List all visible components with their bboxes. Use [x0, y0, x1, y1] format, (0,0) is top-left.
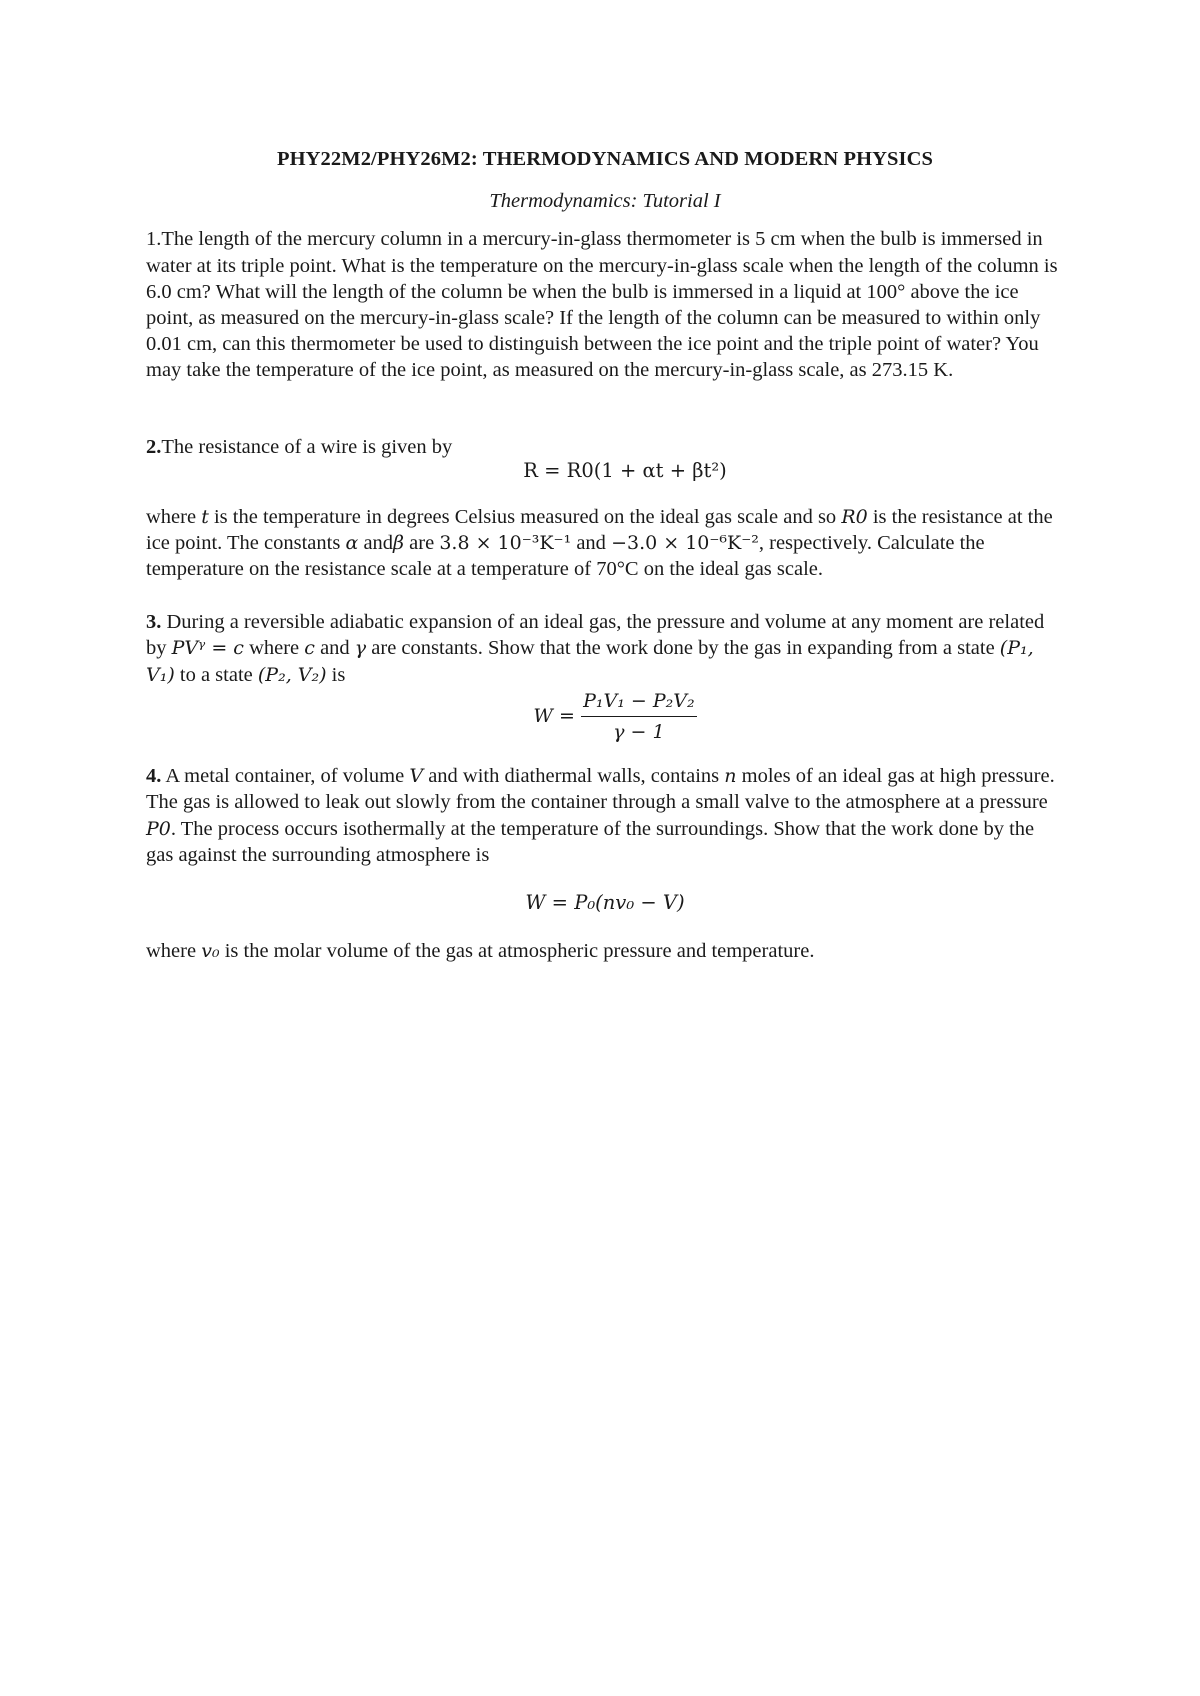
q2-beta-value: −3.0 × 10⁻⁶K⁻² — [611, 531, 759, 554]
q2-text-c: is the resistance at the ice point. The constants — [146, 505, 1053, 554]
work-eq-lhs: W = — [533, 704, 575, 727]
q2-alpha-value: 3.8 × 10⁻³K⁻¹ — [439, 531, 572, 554]
question-1-number: 1. — [146, 228, 162, 251]
q3-text-e: to a state — [179, 663, 253, 686]
q2-text-a: where — [146, 505, 197, 528]
q4-after-b: is the molar volume of the gas at atmospheric pressure and temperature. — [224, 940, 815, 963]
q3-relation: PVᵞ = c — [171, 637, 244, 660]
q2-text-b: is the temperature in degrees Celsius measured on the ideal gas scale and so — [213, 505, 837, 528]
course-title: PHY22M2/PHY26M2: THERMODYNAMICS AND MODERN PHYSICS — [276, 148, 934, 170]
question-2-intro-text: The resistance of a wire is given by — [161, 435, 453, 458]
q2-text-e: are — [409, 531, 435, 554]
q2-var-t: t — [201, 505, 209, 528]
q4-text-c: moles of an ideal gas at high pressure. The gas is allowed to leak out slowly from the container through a small valve to the atmosphere at a pressure — [146, 765, 1055, 814]
q3-state-2: (P₂, V₂) — [257, 663, 327, 686]
q2-var-alpha: α — [345, 531, 359, 554]
q2-var-r0: R0 — [841, 505, 868, 528]
q4-var-p0: P0 — [146, 817, 171, 840]
question-4-after — [146, 938, 1064, 964]
question-3 — [146, 609, 1064, 688]
question-2-number: 2. — [146, 435, 162, 458]
question-2-intro — [146, 434, 1064, 460]
q3-text-c: and — [320, 637, 350, 660]
q4-var-v: V — [409, 765, 424, 788]
work-equation-adiabatic — [146, 688, 1064, 745]
q3-text-f: is — [331, 663, 346, 686]
question-2-body — [146, 504, 1064, 583]
q2-text-d: and — [363, 531, 394, 554]
q2-var-beta: β — [393, 531, 405, 554]
q3-text-a: During a reversible adiabatic expansion of an ideal gas, the pressure and volume at any moment are related by — [146, 611, 1045, 660]
q3-text-b: where — [249, 637, 300, 660]
question-1 — [146, 226, 1064, 383]
question-1-text: The length of the mercury column in a mercury-in-glass thermometer is 5 cm when the bulb is immersed in water at its triple point. What is the temperature on the mercury-in-glass scale when the length of the column is 6.0 cm? What will the length of the column be when the bulb is immersed in a liquid at 100° above the ice point, as measured on the mercury-in-glass scale? If the length of the column can be measured to within only 0.01 cm, can this thermometer be used to distinguish between the ice point and the triple point of water? You may take the temperature of the ice point, as measured on the mercury-in-glass scale, as 273.15 K. — [146, 228, 1058, 382]
q4-var-v0: v₀ — [201, 940, 220, 963]
q2-text-f: and — [576, 531, 606, 554]
q3-var-gamma: γ — [354, 637, 367, 660]
tutorial-subtitle: Thermodynamics: Tutorial I — [489, 190, 721, 213]
work-equation-leak: W = P₀(nv₀ − V) — [525, 890, 685, 914]
work-eq-fraction — [581, 688, 696, 745]
q4-text-a: A metal container, of volume — [165, 765, 405, 788]
q4-after-a: where — [146, 940, 197, 963]
resistance-equation: R = R0(1 + αt + βt²) — [523, 458, 727, 482]
question-4 — [146, 763, 1064, 868]
question-4-number: 4. — [146, 765, 162, 788]
q4-var-n: n — [724, 765, 737, 788]
q3-text-d: are constants. Show that the work done by the gas in expanding from a state — [371, 637, 995, 660]
q3-var-c: c — [304, 637, 315, 660]
tutorial-page — [146, 140, 1064, 964]
work-eq-denominator: γ − 1 — [613, 720, 665, 743]
question-3-number: 3. — [146, 611, 162, 634]
q3-state-1: (P₁, V₁) — [146, 637, 1034, 686]
work-eq-numerator: P₁V₁ − P₂V₂ — [581, 688, 696, 717]
q2-text-g: , respectively. Calculate the temperature on the resistance scale at a temperature of 70°C on the ideal gas scale. — [146, 531, 985, 580]
q4-text-b: and with diathermal walls, contains — [428, 765, 720, 788]
q4-text-d: . The process occurs isothermally at the temperature of the surroundings. Show that the work done by the gas against the surrounding atmosphere is — [146, 817, 1035, 866]
